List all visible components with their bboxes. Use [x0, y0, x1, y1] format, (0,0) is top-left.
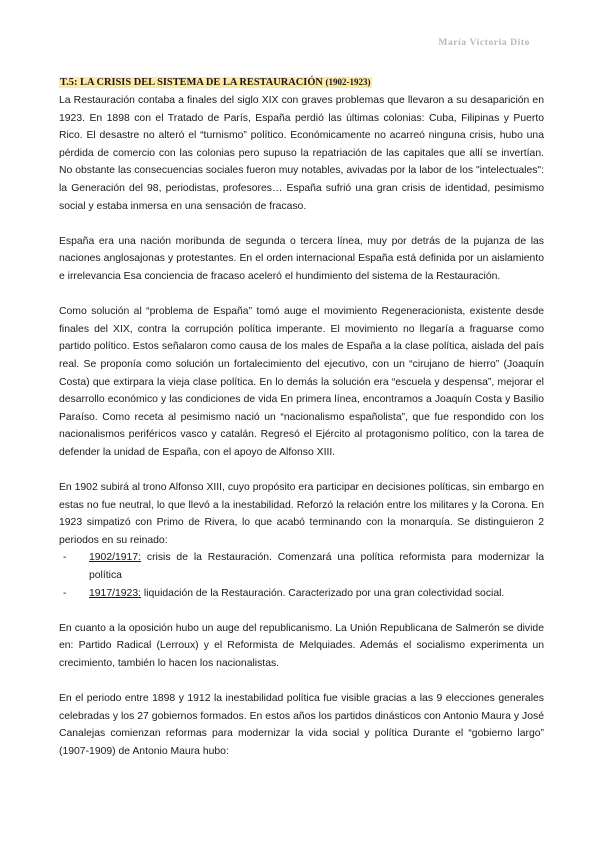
paragraph: La Restauración contaba a finales del siglo XIX con graves problemas que llevaron a su desaparición en 1923. En 1898 con el Tratado de París, España perdió las últimas colonias: Cuba, Filipinas y Puerto Rico. El desastre no alteró el “turnismo” político. Económicamente no acarreó ninguna crisis, hubo una pérdida de comercio con las colonias pero supuso la repatriación de las capitales que allí se invertían. No obstante las consecuencias sociales fueron muy notables, avivadas por la labor de los "intelectuales": la Generación del 98, periodistas, profesores… España sufrió una gran crisis de identidad, pesimismo social y estaba inmersa en una sensación de fracaso. [59, 95, 544, 212]
list-item [59, 549, 544, 584]
list-dash: - [63, 587, 67, 599]
document-body [59, 72, 544, 778]
list-item [59, 585, 544, 603]
section-title [59, 77, 372, 88]
periods-list [59, 549, 544, 602]
list-dash: - [63, 552, 67, 564]
paragraph: En cuanto a la oposición hubo un auge del republicanismo. La Unión Republicana de Salmerón se divide en: Partido Radical (Lerroux) y el Reformista de Melquiades. Además el socialismo experimenta un crecimiento, también lo hacen los nacionalistas. [59, 622, 544, 669]
title-row [59, 72, 544, 92]
section-title-text: T.5: LA CRISIS DEL SISTEMA DE LA RESTAURACIÓN [60, 77, 323, 88]
period-text: liquidación de la Restauración. Caracterizado por una gran colectividad social. [141, 587, 505, 599]
paragraph: Como solución al “problema de España” tomó auge el movimiento Regeneracionista, existente desde finales del XIX, contra la corrupción política imperante. El movimiento no llegaría a fraguarse como partido político. Estos señalaron como causa de los males de España a la clase política, aislada del país real. Se proponía como solución un fortalecimiento del ejecutivo, con un “cirujano de hierro” (Joaquín Costa) que extirpara la vieja clase política. En lo demás la solución era “escuela y despensa”, mejorar el desarrollo económico y las condiciones de vida En primera línea, encontramos a Joaquín Costa y Basilio Paraíso. Como receta al pesimismo nació un “nacionalismo españolista”, que fue respondido con los nacionalismos periféricos vasco y catalán. Regresó el Ejército al protagonismo político, con la tarea de defender la unidad de España, con el apoyo de Alfonso XIII. [59, 306, 544, 458]
section-title-dates: (1902-1923) [325, 77, 371, 87]
period-text: crisis de la Restauración. Comenzará una política reformista para modernizar la política [89, 552, 544, 582]
paragraph: En el periodo entre 1898 y 1912 la inestabilidad política fue visible gracias a las 9 elecciones generales celebradas y los 27 gobiernos formados. En estos años los partidos dinásticos con Antonio Maura y José Canalejas comienzan reformas para modernizar la vida social y política Durante el “gobierno largo” (1907-1909) de Antonio Maura hubo: [59, 693, 544, 757]
period-term: 1917/1923: [89, 587, 142, 599]
paragraph: España era una nación moribunda de segunda o tercera línea, muy por detrás de la pujanza de las naciones anglosajonas y protestantes. En el orden internacional España está definida por un aislamiento e irrelevancia Esa conciencia de fracaso aceleró el hundimiento del sistema de la Restauración. [59, 235, 544, 282]
paragraph: En 1902 subirá al trono Alfonso XIII, cuyo propósito era participar en decisiones políticas, sin embargo en estas no fue neutral, lo que llevó a la inestabilidad. Reforzó la relación entre los militares y la Corona. En 1923 simpatizó con Primo de Rivera, lo que acabó terminando con la monarquía. Se distinguieron 2 periodos en su reinado: [59, 482, 544, 546]
period-term: 1902/1917: [89, 552, 142, 564]
author-header: María Victoria Dito [438, 38, 530, 48]
